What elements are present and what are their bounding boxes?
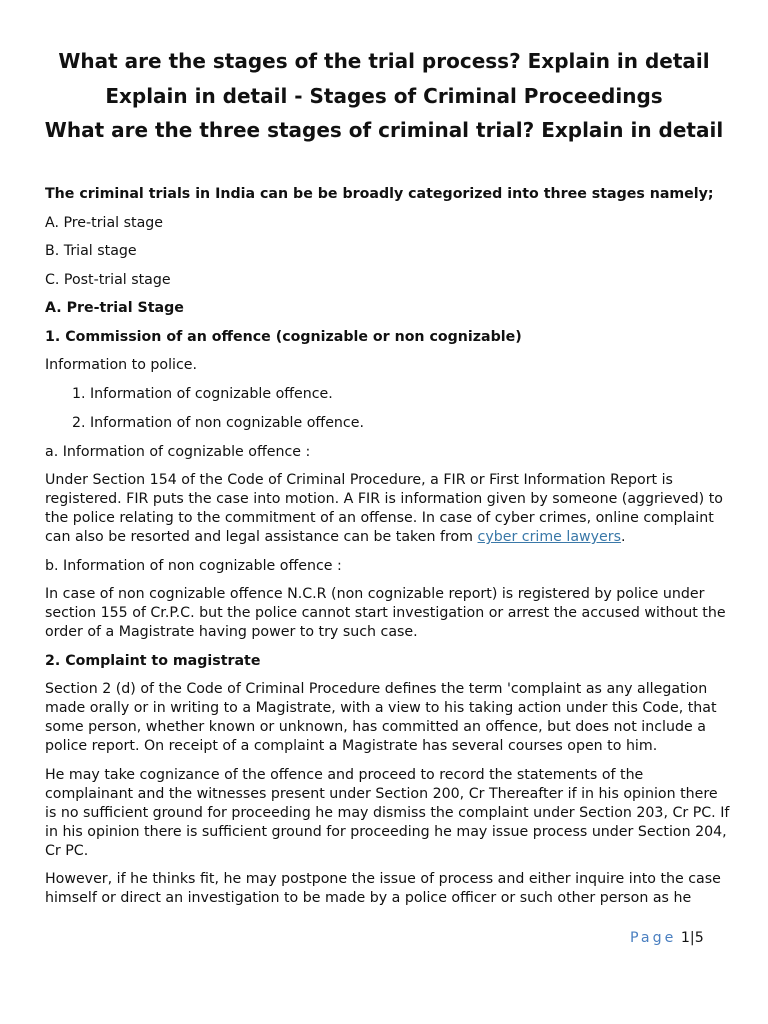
list-item: 1. Information of cognizable offence. <box>90 385 730 404</box>
page-total: 5 <box>694 930 704 946</box>
fir-text: Under Section 154 of the Code of Criminal Procedure, a FIR or First Information Report is registered. FIR puts the case into motion. A FIR is information given by someone (aggrieved) to the police relating to the commitment of an offense. In case of cyber crimes, online complaint can also be resorted and legal assistance can be taken from <box>45 472 723 545</box>
cognizance-paragraph: He may take cognizance of the offence and proceed to record the statements of the complainant and the witnesses present under Section 200, Cr Thereafter if in his opinion there is no sufficient ground for proceeding he may dismiss the complaint under Section 203, Cr PC. If in his opinion there is sufficient ground for proceeding he may issue process under Section 204, Cr PC. <box>45 766 730 859</box>
page-separator: | <box>689 930 695 946</box>
ncr-paragraph: In case of non cognizable offence N.C.R (non cognizable report) is registered by police under section 155 of Cr.P.C. but the police cannot start investigation or arrest the accused without the order of a Magistrate having power to try such case. <box>45 586 726 640</box>
stage-item-pretrial: A. Pre-trial stage <box>45 214 164 231</box>
fir-text-end: . <box>621 529 626 545</box>
cognizable-label: a. Information of cognizable offence : <box>45 443 311 460</box>
info-to-police: Information to police. <box>45 357 197 373</box>
stage-item-trial: B. Trial stage <box>45 243 137 259</box>
document-body <box>45 185 730 918</box>
subsection-1-heading: 1. Commission of an offence (cognizable or non cognizable) <box>45 328 522 345</box>
page-number-footer <box>630 929 704 948</box>
complaint-paragraph: Section 2 (d) of the Code of Criminal Procedure defines the term 'complaint as any allegation made orally or in writing to a Magistrate, with a view to his taking action under this Code, that some person, whether known or unknown, has committed an offence, but does not include a police report. On receipt of a complaint a Magistrate has several courses open to him. <box>45 681 717 754</box>
non-cognizable-label: b. Information of non cognizable offence : <box>45 557 342 574</box>
section-a-heading: A. Pre-trial Stage <box>45 300 184 316</box>
page-current: 1 <box>680 930 690 946</box>
cyber-crime-lawyers-link[interactable]: cyber crime lawyers <box>477 529 622 545</box>
info-list <box>45 385 730 433</box>
fir-paragraph <box>45 471 730 547</box>
title-line-1: What are the stages of the trial process? Explain in detail <box>58 49 710 73</box>
stage-item-posttrial: C. Post-trial stage <box>45 271 171 288</box>
subsection-2-heading: 2. Complaint to magistrate <box>45 652 261 669</box>
title-line-2: Explain in detail - Stages of Criminal Proceedings <box>105 83 663 108</box>
postpone-paragraph: However, if he thinks fit, he may postpone the issue of process and either inquire into the case himself or direct an investigation to be made by a police officer or such other person as he <box>45 871 721 906</box>
page-label: Page <box>630 930 677 946</box>
intro-heading: The criminal trials in India can be be broadly categorized into three stages namely; <box>45 186 714 202</box>
title-block <box>0 44 768 148</box>
list-item: 2. Information of non cognizable offence. <box>90 414 730 433</box>
title-line-3: What are the three stages of criminal trial? Explain in detail <box>44 118 724 142</box>
